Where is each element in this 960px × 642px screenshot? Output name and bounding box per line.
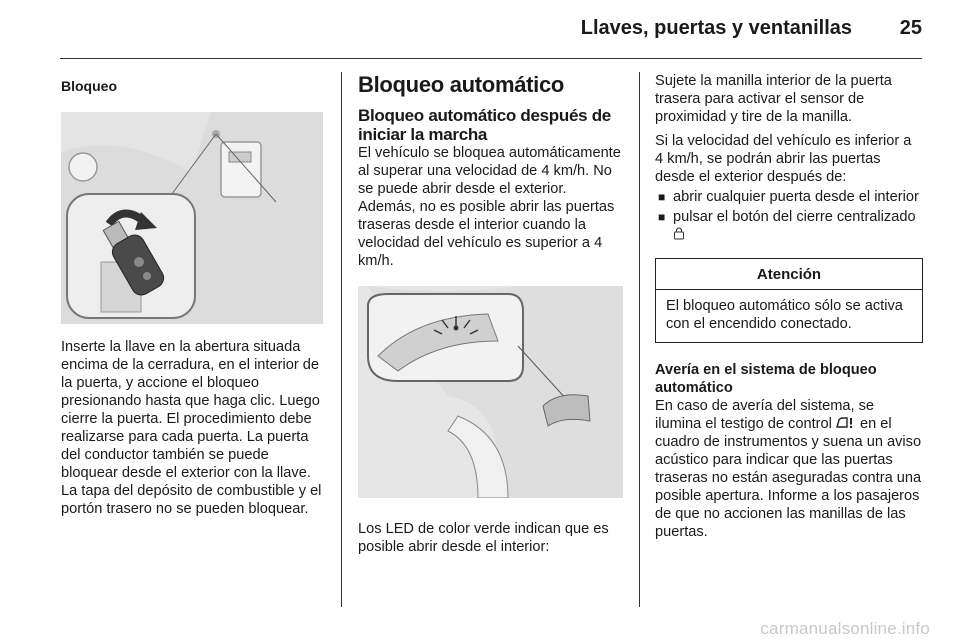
bullet-square-icon: ■ xyxy=(658,190,666,204)
section-heading-bloqueo: Bloqueo xyxy=(61,78,117,94)
header-title: Llaves, puertas y ventanillas xyxy=(580,17,852,39)
column-divider xyxy=(341,72,342,607)
led-caption: Los LED de color verde indican que es posible abrir desde el interior: xyxy=(358,521,609,555)
door-handle-led-drawing xyxy=(358,286,623,498)
condition-list xyxy=(655,188,923,244)
door-warning-icon xyxy=(836,417,856,429)
central-lock-icon xyxy=(673,226,685,240)
attention-box xyxy=(655,258,923,343)
proximity-sensor-text: Sujete la manilla interior de la puerta trasera para activar el sensor de proximidad y tire de la manilla. xyxy=(655,73,892,125)
page-header xyxy=(0,0,960,62)
malfunction-heading: Avería en el sistema de bloqueo automático xyxy=(655,362,877,396)
watermark: carmanualsonline.info xyxy=(760,619,930,638)
malfunction-text: En caso de avería del sistema, se ilumina el testigo de control en el cuadro de instrumentos y suena un aviso acústico para indicar que las puertas traseras no están aseguradas contra una posible apertura. Informe a los pasajeros de que no accionen las manillas de las puertas. xyxy=(655,398,922,540)
list-item: ■ pulsar el botón del cierre centralizado xyxy=(655,208,923,244)
page-number: 25 xyxy=(899,17,922,39)
speed-condition-text: Si la velocidad del vehículo es inferior a 4 km/h, se podrán abrir las puertas desde el exterior después de: xyxy=(655,133,912,185)
column-divider xyxy=(639,72,640,607)
column-left xyxy=(61,72,323,518)
door-handle-led-illustration xyxy=(358,286,623,498)
auto-lock-text: El vehículo se bloquea automáticamente al superar una velocidad de 4 km/h. No se puede abrir desde el exterior. Además, no es posible abrir las puertas traseras desde el interior cuando la velocidad del vehículo es superior a 4 km/h. xyxy=(358,145,621,269)
section-title-auto-lock: Bloqueo automático xyxy=(358,72,565,97)
column-right xyxy=(655,72,923,541)
column-middle xyxy=(358,72,623,556)
header-rule xyxy=(60,58,922,59)
door-lock-illustration-drawing xyxy=(61,112,323,324)
attention-title: Atención xyxy=(656,259,922,290)
door-lock-illustration xyxy=(61,112,323,324)
list-item: ■ abrir cualquier puerta desde el interior xyxy=(658,189,919,205)
lock-instructions-text: Inserte la llave en la abertura situada encima de la cerradura, en el interior de la puerta, y accione el bloqueo presionando hasta que haga clic. Luego cierre la puerta. El procedimiento debe realizarse para cada puerta. La puerta del conductor también se puede bloquear desde el exterior con la llave. La tapa del depósito de combustible y el portón trasero no se pueden bloquear. xyxy=(61,339,322,517)
bullet-square-icon: ■ xyxy=(658,210,666,224)
subsection-title: Bloqueo automático después de iniciar la marcha xyxy=(358,106,611,144)
attention-text: El bloqueo automático sólo se activa con el encendido conectado. xyxy=(666,298,903,332)
